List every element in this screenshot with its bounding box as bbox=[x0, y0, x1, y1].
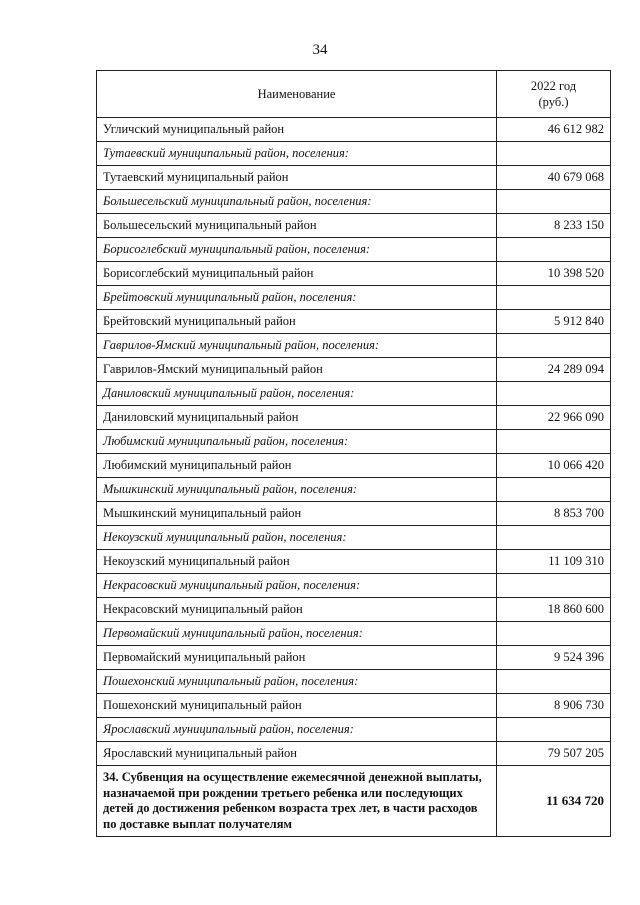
row-value: 18 860 600 bbox=[497, 598, 611, 622]
table-body bbox=[97, 118, 611, 837]
row-name: Борисоглебский муниципальный район bbox=[97, 262, 497, 286]
row-name: Мышкинский муниципальный район, поселения: bbox=[97, 478, 497, 502]
row-name: Тутаевский муниципальный район bbox=[97, 166, 497, 190]
row-name: Ярославский муниципальный район bbox=[97, 742, 497, 766]
group-heading-row bbox=[97, 430, 611, 454]
header-year-label: 2022 год bbox=[530, 79, 577, 93]
table-row bbox=[97, 742, 611, 766]
table-row bbox=[97, 262, 611, 286]
row-value bbox=[497, 286, 611, 310]
row-value bbox=[497, 238, 611, 262]
row-name: Большесельский муниципальный район bbox=[97, 214, 497, 238]
row-name: Ярославский муниципальный район, поселения: bbox=[97, 718, 497, 742]
row-value: 8 233 150 bbox=[497, 214, 611, 238]
group-heading-row bbox=[97, 478, 611, 502]
row-name: Пошехонский муниципальный район bbox=[97, 694, 497, 718]
table-row bbox=[97, 358, 611, 382]
table-row bbox=[97, 646, 611, 670]
row-value: 5 912 840 bbox=[497, 310, 611, 334]
row-value bbox=[497, 190, 611, 214]
subvention-name: 34. Субвенция на осуществление ежемесячной денежной выплаты, назначаемой при рождении третьего ребенка или последующих детей до достижения ребенком возраста трех лет, в части расходов по доставке выплат получателям bbox=[97, 766, 497, 837]
table-row bbox=[97, 118, 611, 142]
row-name: Брейтовский муниципальный район bbox=[97, 310, 497, 334]
row-name: Мышкинский муниципальный район bbox=[97, 502, 497, 526]
table-row bbox=[97, 214, 611, 238]
table-row bbox=[97, 550, 611, 574]
row-value bbox=[497, 478, 611, 502]
row-value: 10 398 520 bbox=[497, 262, 611, 286]
row-value: 46 612 982 bbox=[497, 118, 611, 142]
group-heading-row bbox=[97, 526, 611, 550]
row-value: 79 507 205 bbox=[497, 742, 611, 766]
row-value bbox=[497, 574, 611, 598]
header-name: Наименование bbox=[97, 71, 497, 118]
budget-table bbox=[96, 70, 611, 837]
table-row bbox=[97, 694, 611, 718]
row-value: 11 109 310 bbox=[497, 550, 611, 574]
row-value bbox=[497, 622, 611, 646]
table-row bbox=[97, 454, 611, 478]
table-row bbox=[97, 310, 611, 334]
table-row bbox=[97, 166, 611, 190]
row-value bbox=[497, 430, 611, 454]
row-name: Тутаевский муниципальный район, поселения: bbox=[97, 142, 497, 166]
group-heading-row bbox=[97, 622, 611, 646]
group-heading-row bbox=[97, 670, 611, 694]
row-name: Некрасовский муниципальный район bbox=[97, 598, 497, 622]
row-value: 9 524 396 bbox=[497, 646, 611, 670]
row-value: 24 289 094 bbox=[497, 358, 611, 382]
row-value bbox=[497, 526, 611, 550]
row-name: Любимский муниципальный район, поселения: bbox=[97, 430, 497, 454]
row-name: Даниловский муниципальный район, поселения: bbox=[97, 382, 497, 406]
row-value bbox=[497, 670, 611, 694]
row-value bbox=[497, 334, 611, 358]
table-header-row bbox=[97, 71, 611, 118]
group-heading-row bbox=[97, 190, 611, 214]
row-name: Угличский муниципальный район bbox=[97, 118, 497, 142]
table-row bbox=[97, 406, 611, 430]
row-value: 10 066 420 bbox=[497, 454, 611, 478]
row-value bbox=[497, 382, 611, 406]
row-value: 22 966 090 bbox=[497, 406, 611, 430]
header-unit-label: (руб.) bbox=[538, 95, 569, 109]
table-row bbox=[97, 598, 611, 622]
row-value: 8 906 730 bbox=[497, 694, 611, 718]
row-name: Пошехонский муниципальный район, поселения: bbox=[97, 670, 497, 694]
row-name: Некоузский муниципальный район, поселения: bbox=[97, 526, 497, 550]
table-row bbox=[97, 502, 611, 526]
row-value bbox=[497, 142, 611, 166]
row-value: 8 853 700 bbox=[497, 502, 611, 526]
header-year bbox=[497, 71, 611, 118]
row-name: Некрасовский муниципальный район, поселения: bbox=[97, 574, 497, 598]
group-heading-row bbox=[97, 334, 611, 358]
row-name: Борисоглебский муниципальный район, поселения: bbox=[97, 238, 497, 262]
row-name: Некоузский муниципальный район bbox=[97, 550, 497, 574]
row-name: Любимский муниципальный район bbox=[97, 454, 497, 478]
row-value bbox=[497, 718, 611, 742]
row-name: Гаврилов-Ямский муниципальный район bbox=[97, 358, 497, 382]
group-heading-row bbox=[97, 718, 611, 742]
row-name: Первомайский муниципальный район bbox=[97, 646, 497, 670]
page-number: 34 bbox=[312, 42, 328, 58]
row-name: Первомайский муниципальный район, поселения: bbox=[97, 622, 497, 646]
group-heading-row bbox=[97, 382, 611, 406]
group-heading-row bbox=[97, 574, 611, 598]
row-value: 40 679 068 bbox=[497, 166, 611, 190]
group-heading-row bbox=[97, 286, 611, 310]
group-heading-row bbox=[97, 238, 611, 262]
row-name: Гаврилов-Ямский муниципальный район, поселения: bbox=[97, 334, 497, 358]
group-heading-row bbox=[97, 142, 611, 166]
row-name: Брейтовский муниципальный район, поселения: bbox=[97, 286, 497, 310]
row-name: Даниловский муниципальный район bbox=[97, 406, 497, 430]
row-name: Большесельский муниципальный район, поселения: bbox=[97, 190, 497, 214]
subvention-row bbox=[97, 766, 611, 837]
subvention-value: 11 634 720 bbox=[497, 766, 611, 837]
